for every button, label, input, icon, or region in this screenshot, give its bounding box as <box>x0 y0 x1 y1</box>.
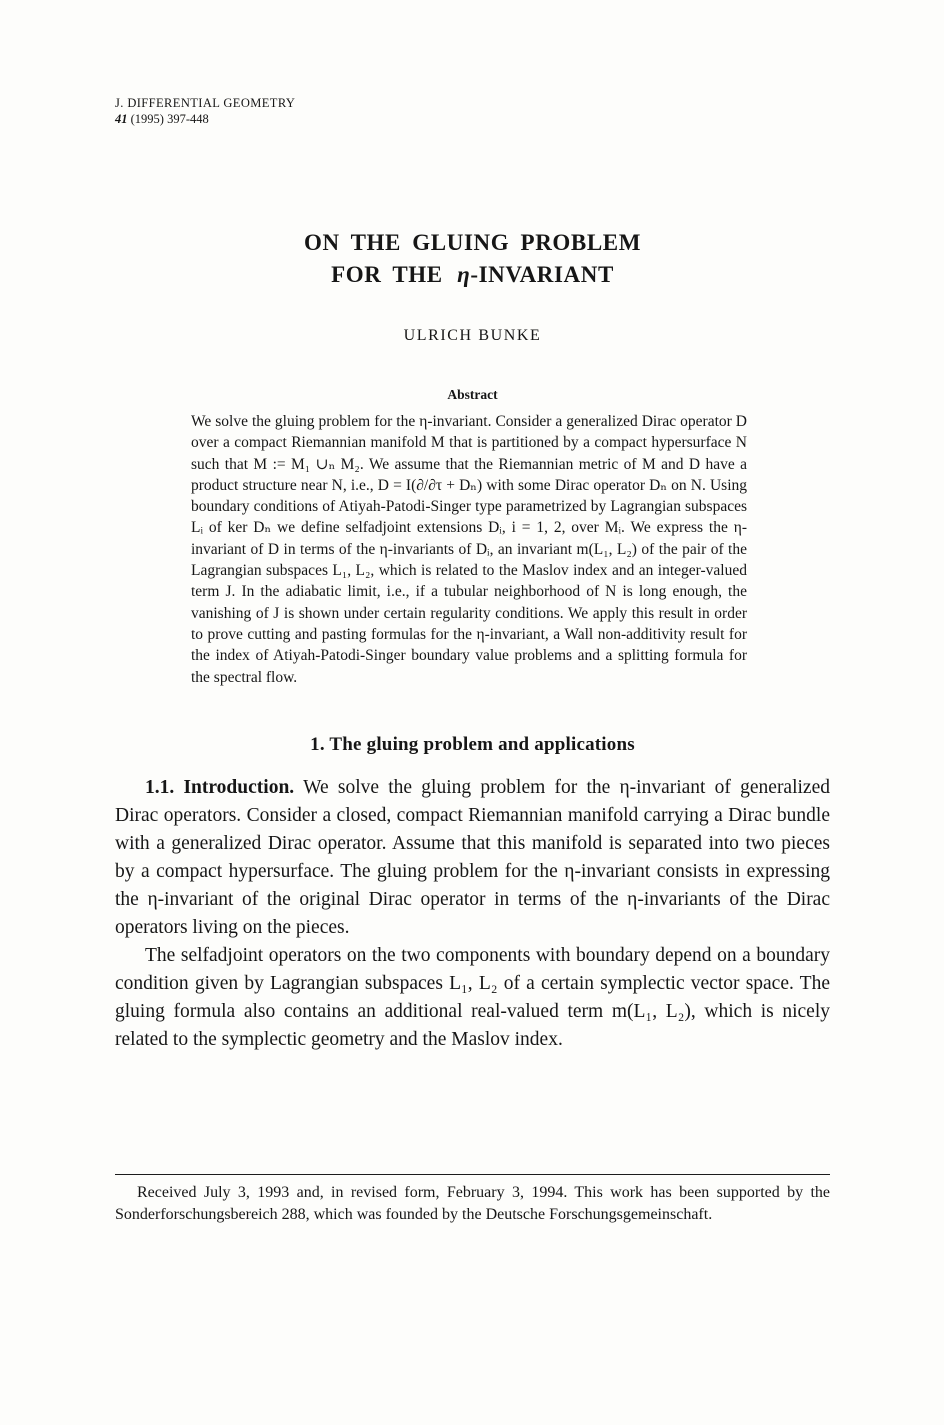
subsection-label: 1.1. Introduction. <box>145 776 295 798</box>
section-heading: 1. The gluing problem and applications <box>310 733 635 755</box>
title-line2-rest: -INVARIANT <box>470 262 614 287</box>
footnote <box>115 1174 830 1225</box>
journal-name: J. DIFFERENTIAL GEOMETRY <box>115 96 296 110</box>
title-line1: ON THE GLUING PROBLEM <box>303 230 642 255</box>
title-line2-text: FOR THE <box>331 262 455 287</box>
abstract-body: We solve the gluing problem for the η-invariant. Consider a generalized Dirac operator D over a compact Riemannian manifold M that is partitioned by a compact hypersurface N such that M := M₁ ∪ₙ M₂. We assume that the Riemannian metric of M and D have a product structure near N, i.e., D = I(∂/∂τ + Dₙ) with some Dirac operator Dₙ on N. Using boundary conditions of Atiyah-Patodi-Singer type parametrized by Lagrangian subspaces Lᵢ of ker Dₙ we define selfadjoint extensions Dᵢ, i = 1, 2, over Mᵢ. We express the η-invariant of D in terms of the η-invariants of Dᵢ, an invariant m(L₁, L₂) of the pair of the Lagrangian subspaces L₁, L₂, which is related to the Maslov index and an integer-valued term J. In the adiabatic limit, i.e., if a tubular neighborhood of N is long enough, the vanishing of J is shown under certain regularity conditions. We apply this result in order to prove cutting and pasting formulas for the η-invariant, a Wall non-additivity result for the index of Atiyah-Patodi-Singer boundary value problems and a splitting formula for the spectral flow. <box>191 413 747 686</box>
journal-pages: (1995) 397-448 <box>130 112 209 126</box>
journal-volume: 41 <box>115 112 128 126</box>
intro-paragraph-2: The selfadjoint operators on the two components with boundary depend on a boundary condition given by Lagrangian subspaces L₁, L₂ of a certain symplectic vector space. The gluing formula also contains an additional real-valued term m(L₁, L₂), which is nicely related to the symplectic geometry and the Maslov index. <box>115 944 830 1050</box>
paper-title <box>115 227 830 291</box>
abstract-section <box>115 387 830 688</box>
journal-issue <box>115 112 830 127</box>
footnote-text: Received July 3, 1993 and, in revised form, February 3, 1994. This work has been supported by the Sonderforschungsbereich 288, which was founded by the Deutsche Forschungsgemeinschaft. <box>115 1184 830 1223</box>
intro-paragraph-1-text: We solve the gluing problem for the η-invariant of generalized Dirac operators. Consider a closed, compact Riemannian manifold carrying a Dirac bundle with a generalized Dirac operator. Assume that this manifold is separated into two pieces by a compact hypersurface. The gluing problem for the η-invariant consists in expressing the η-invariant of the original Dirac operator in terms of the η-invariants of the Dirac operators living on the pieces. <box>115 776 830 938</box>
footnote-rule <box>115 1174 830 1175</box>
author-name: ULRICH BUNKE <box>403 327 542 344</box>
intro-paragraph-1 <box>115 774 830 942</box>
eta-symbol: η <box>457 262 471 287</box>
abstract-heading: Abstract <box>447 387 498 402</box>
journal-header <box>115 96 830 127</box>
title-line2 <box>115 259 830 291</box>
